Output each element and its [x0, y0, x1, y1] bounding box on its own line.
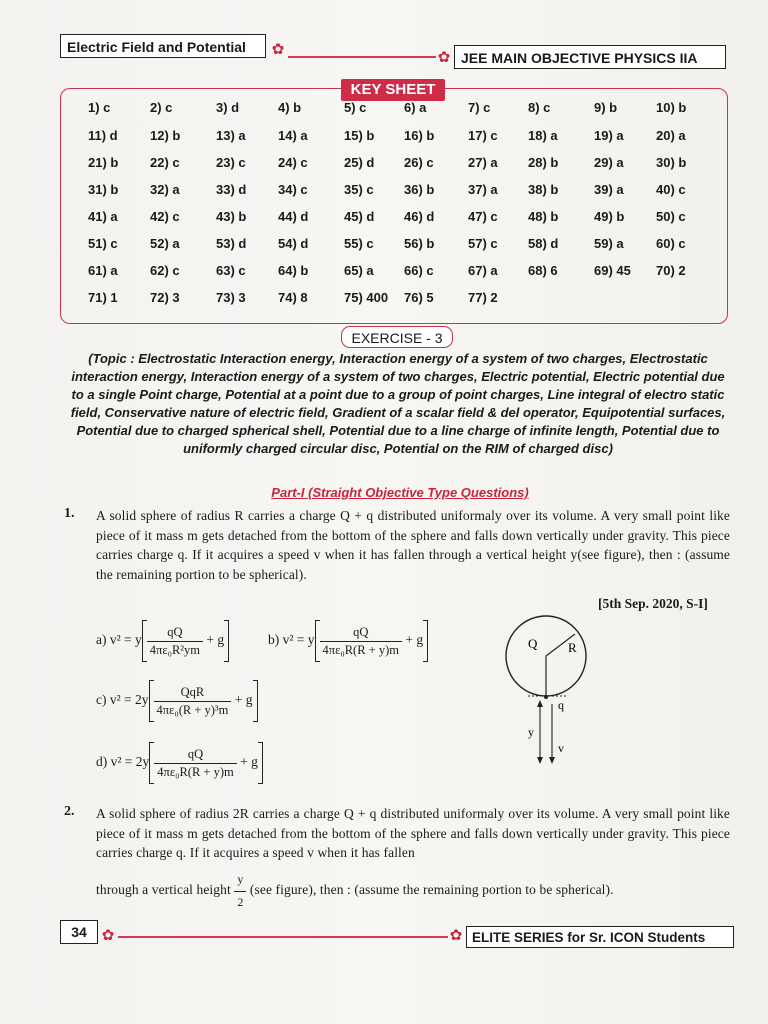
key-answer: 50) c — [656, 209, 686, 224]
exercise-title: EXERCISE - 3 — [341, 326, 453, 348]
key-answer: 48) b — [528, 209, 559, 224]
key-answer: 21) b — [88, 155, 119, 170]
key-answer: 7) c — [468, 100, 491, 115]
option-lhs: v² = 2y — [110, 754, 150, 770]
option-d — [96, 742, 263, 784]
key-answer: 59) a — [594, 236, 624, 251]
question-text: A solid sphere of radius 2R carries a charge Q + q distributed uniformaly over its volume. A very small point like piece of it mass m gets detached from the bottom of the sphere and falls down vertically under gravity. This piece carries charge q. If it acquires a speed v when it has fallen — [96, 806, 730, 860]
option-b — [268, 620, 428, 662]
key-answer: 72) 3 — [150, 290, 180, 305]
ornament-icon: ✿ — [271, 42, 285, 58]
chapter-title: Electric Field and Potential — [60, 34, 266, 58]
key-answer: 34) c — [278, 182, 308, 197]
key-answer: 66) c — [404, 263, 434, 278]
key-answer: 45) d — [344, 209, 375, 224]
key-answer: 39) a — [594, 182, 624, 197]
option-tail: + g — [240, 754, 258, 770]
key-answer: 63) c — [216, 263, 246, 278]
key-answer: 3) d — [216, 100, 240, 115]
key-answer: 77) 2 — [468, 290, 498, 305]
key-answer: 4) b — [278, 100, 302, 115]
key-answer: 23) c — [216, 155, 246, 170]
series-title: ELITE SERIES for Sr. ICON Students — [466, 926, 734, 948]
key-answer: 6) a — [404, 100, 427, 115]
key-answer: 31) b — [88, 182, 119, 197]
key-answer: 55) c — [344, 236, 374, 251]
label-y: y — [528, 725, 534, 739]
key-answer: 17) c — [468, 128, 498, 143]
key-answer: 8) c — [528, 100, 551, 115]
key-answer: 67) a — [468, 263, 498, 278]
key-answer: 30) b — [656, 155, 687, 170]
key-answer: 68) 6 — [528, 263, 558, 278]
option-lhs: v² = y — [282, 632, 315, 648]
key-answer: 73) 3 — [216, 290, 246, 305]
key-sheet-title: KEY SHEET — [341, 79, 445, 101]
ornament-icon: ✿ — [101, 928, 115, 944]
key-answer: 18) a — [528, 128, 558, 143]
ornament-icon: ✿ — [437, 50, 451, 66]
question-source: [5th Sep. 2020, S-I] — [598, 596, 708, 611]
option-label: c) — [96, 692, 107, 708]
key-answer: 28) b — [528, 155, 559, 170]
option-label: d) — [96, 754, 108, 770]
option-denominator: 4πε₀(R + y)³m — [156, 702, 229, 717]
key-answer: 32) a — [150, 182, 180, 197]
key-answer: 38) b — [528, 182, 559, 197]
key-answer: 69) 45 — [594, 263, 631, 278]
key-answer: 71) 1 — [88, 290, 118, 305]
label-v: v — [558, 741, 564, 755]
ornament-icon: ✿ — [449, 928, 463, 944]
key-answer: 57) c — [468, 236, 498, 251]
header-divider — [288, 56, 436, 58]
option-lhs: v² = 2y — [109, 692, 149, 708]
option-tail: + g — [206, 632, 225, 648]
key-answer: 62) c — [150, 263, 180, 278]
option-denominator: 4πε₀R²ym — [149, 642, 201, 657]
label-q-big: Q — [528, 636, 538, 651]
text-prefix: through a vertical height — [96, 882, 231, 898]
key-answer: 65) a — [344, 263, 374, 278]
key-answer: 61) a — [88, 263, 118, 278]
key-answer: 25) d — [344, 155, 375, 170]
key-answer: 42) c — [150, 209, 180, 224]
question-text: A solid sphere of radius R carries a charge Q + q distributed uniformaly over its volume. A very small point like piece of it mass m gets detached from the bottom of the sphere and falls down vertically under gravity. This piece carries charge q. If it acquires a speed v when it has fallen through a vertical height y(see figure), then : (assume the remaining portion to be spherical). — [96, 508, 730, 582]
key-answer: 19) a — [594, 128, 624, 143]
book-title: JEE MAIN OBJECTIVE PHYSICS IIA — [454, 45, 726, 69]
option-c — [96, 680, 258, 722]
option-numerator: qQ — [320, 625, 402, 642]
key-answer: 53) d — [216, 236, 247, 251]
question-number: 1. — [64, 506, 75, 521]
key-answer: 49) b — [594, 209, 625, 224]
key-answer: 1) c — [88, 100, 111, 115]
option-label: a) — [96, 632, 107, 648]
key-answer: 11) d — [88, 128, 118, 143]
key-answer: 29) a — [594, 155, 624, 170]
key-answer: 24) c — [278, 155, 308, 170]
key-answer: 13) a — [216, 128, 246, 143]
sphere-figure — [500, 612, 620, 772]
key-answer: 41) a — [88, 209, 118, 224]
key-answer: 75) 400 — [344, 290, 389, 305]
option-label: b) — [268, 632, 280, 648]
key-answer: 35) c — [344, 182, 374, 197]
charge-piece — [544, 695, 548, 699]
option-tail: + g — [405, 632, 424, 648]
key-answer: 47) c — [468, 209, 498, 224]
key-answer: 51) c — [88, 236, 118, 251]
option-numerator: qQ — [147, 625, 203, 642]
key-answer: 54) d — [278, 236, 309, 251]
key-answer: 22) c — [150, 155, 180, 170]
key-answer: 9) b — [594, 100, 618, 115]
key-sheet-box — [60, 88, 728, 324]
key-answer: 36) b — [404, 182, 435, 197]
option-tail: + g — [234, 692, 253, 708]
option-denominator: 4πε₀R(R + y)m — [157, 764, 234, 779]
option-numerator: QqR — [154, 685, 232, 702]
fraction-denominator: 2 — [237, 894, 244, 909]
key-answer: 44) d — [278, 209, 309, 224]
key-answer: 40) c — [656, 182, 686, 197]
option-numerator: qQ — [154, 747, 236, 764]
key-answer: 46) d — [404, 209, 435, 224]
key-answer: 74) 8 — [278, 290, 308, 305]
text-suffix: (see figure), then : (assume the remaining portion to be spherical). — [249, 882, 614, 898]
label-q-small: q — [558, 698, 564, 712]
key-answer: 15) b — [344, 128, 375, 143]
key-answer: 5) c — [344, 100, 367, 115]
page-number: 34 — [60, 920, 98, 944]
option-denominator: 4πε₀R(R + y)m — [322, 642, 399, 657]
key-answer: 14) a — [278, 128, 308, 143]
question-number: 2. — [64, 804, 75, 819]
label-r: R — [568, 640, 577, 655]
key-answer: 20) a — [656, 128, 686, 143]
key-answer: 37) a — [468, 182, 498, 197]
key-answer: 26) c — [404, 155, 434, 170]
footer-divider — [118, 936, 448, 938]
key-answer: 56) b — [404, 236, 435, 251]
key-answer: 10) b — [656, 100, 687, 115]
key-answer: 33) d — [216, 182, 247, 197]
option-lhs: v² = y — [109, 632, 142, 648]
key-answer: 43) b — [216, 209, 247, 224]
key-answer: 70) 2 — [656, 263, 686, 278]
question-text-end — [96, 870, 730, 912]
key-answer: 52) a — [150, 236, 180, 251]
key-answer: 16) b — [404, 128, 435, 143]
key-answer: 58) d — [528, 236, 559, 251]
key-answer: 2) c — [150, 100, 173, 115]
key-answer: 64) b — [278, 263, 309, 278]
exercise-topic: (Topic : Electrostatic Interaction energy, Interaction energy of a system of two charges, Electrostatic interaction energy, Interaction energy of a system of two charges, Electric potential, Electric potential due to a single Point charge, Potential at a point due to a group of point charges, Line integral of electro static field, Conservative nature of electric field, Gradient of a scalar field & del operator, Equipotential surfaces, Potential due to charged spherical shell, Potential due to a line charge of infinite length, Potential due to uniformly charged circular disc, Potential on the RIM of charged disc) — [70, 351, 726, 456]
key-answer: 12) b — [150, 128, 181, 143]
key-answer: 76) 5 — [404, 290, 434, 305]
fraction-numerator: y — [234, 870, 246, 892]
part-title: Part-I (Straight Objective Type Questions) — [271, 485, 529, 500]
key-answer: 60) c — [656, 236, 686, 251]
option-a — [96, 620, 229, 662]
key-answer: 27) a — [468, 155, 498, 170]
